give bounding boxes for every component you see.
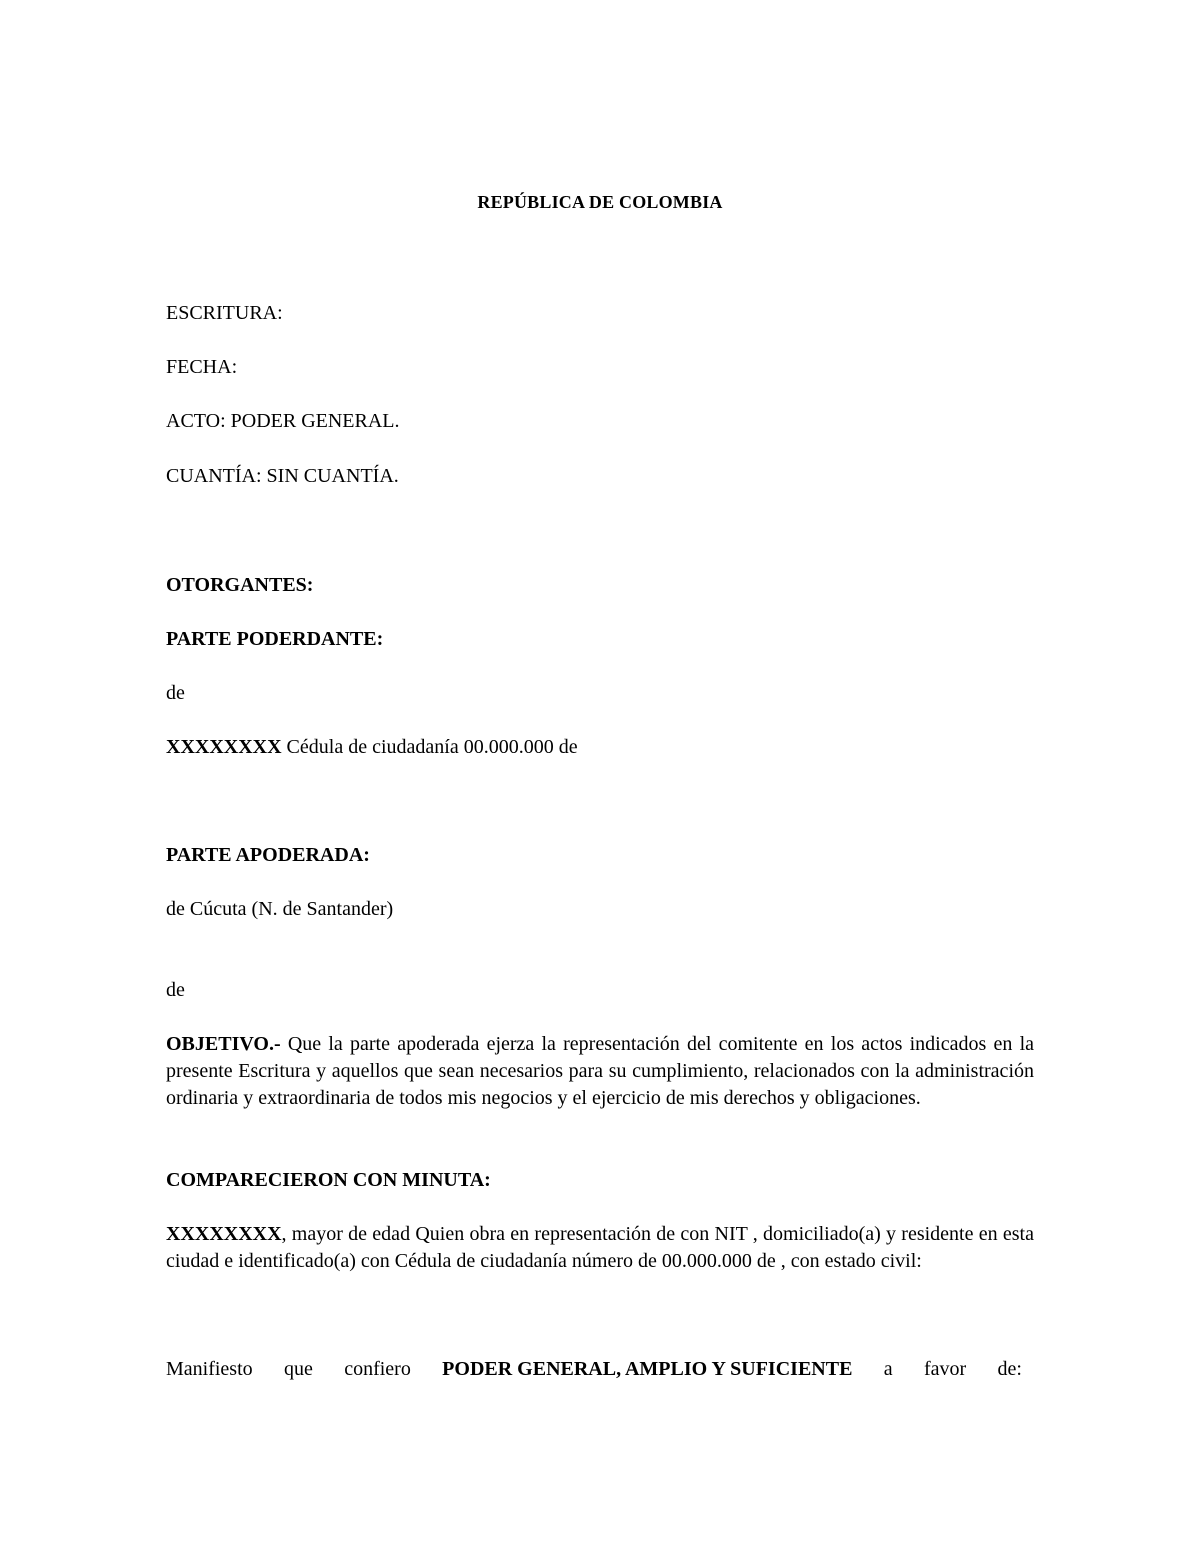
cuantia-field: CUANTÍA: SIN CUANTÍA. bbox=[166, 465, 399, 487]
objetivo-paragraph bbox=[166, 1031, 1034, 1112]
apoderada-city: de Cúcuta (N. de Santander) bbox=[166, 898, 394, 920]
poderdante-name: XXXXXXXX bbox=[166, 736, 282, 758]
apoderada-de: de bbox=[166, 979, 185, 1001]
comparecieron-paragraph bbox=[166, 1221, 1034, 1275]
parte-apoderada-heading: PARTE APODERADA: bbox=[166, 844, 370, 866]
document-title: REPÚBLICA DE COLOMBIA bbox=[477, 192, 723, 212]
manifiesto-word: a bbox=[883, 1358, 893, 1380]
acto-field: ACTO: PODER GENERAL. bbox=[166, 410, 400, 432]
manifiesto-word: Manifiesto bbox=[166, 1358, 253, 1380]
fecha-field: FECHA: bbox=[166, 356, 238, 378]
parte-poderdante-heading: PARTE PODERDANTE: bbox=[166, 628, 384, 650]
manifiesto-word: confiero bbox=[344, 1358, 411, 1380]
manifiesto-word: favor bbox=[923, 1358, 967, 1380]
compareciente-text: , mayor de edad Quien obra en representación de con NIT , domiciliado(a) y residente en esta ciudad e identificado(a) con Cédula de ciudadanía número de 00.000.000 de , con estado civil: bbox=[166, 1223, 1034, 1272]
objetivo-label: OBJETIVO.- bbox=[166, 1033, 281, 1055]
poderdante-de: de bbox=[166, 682, 185, 704]
manifiesto-word: de: bbox=[997, 1358, 1022, 1380]
manifiesto-line bbox=[166, 1356, 1022, 1383]
otorgantes-heading: OTORGANTES: bbox=[166, 574, 314, 596]
poderdante-id: Cédula de ciudadanía 00.000.000 de bbox=[281, 736, 578, 758]
escritura-field: ESCRITURA: bbox=[166, 302, 283, 324]
objetivo-text: Que la parte apoderada ejerza la representación del comitente en los actos indicados en la presente Escritura y aquellos que sean necesarios para su cumplimiento, relacionados con la administración ordinaria y extraordinaria de todos mis negocios y el ejercicio de mis derechos y obligaciones. bbox=[166, 1033, 1034, 1109]
poder-general-bold: PODER GENERAL, AMPLIO Y SUFICIENTE bbox=[442, 1358, 853, 1380]
manifiesto-word: que bbox=[283, 1358, 313, 1380]
comparecieron-heading: COMPARECIERON CON MINUTA: bbox=[166, 1169, 491, 1191]
poderdante-line bbox=[166, 734, 578, 761]
compareciente-name: XXXXXXXX bbox=[166, 1223, 282, 1245]
